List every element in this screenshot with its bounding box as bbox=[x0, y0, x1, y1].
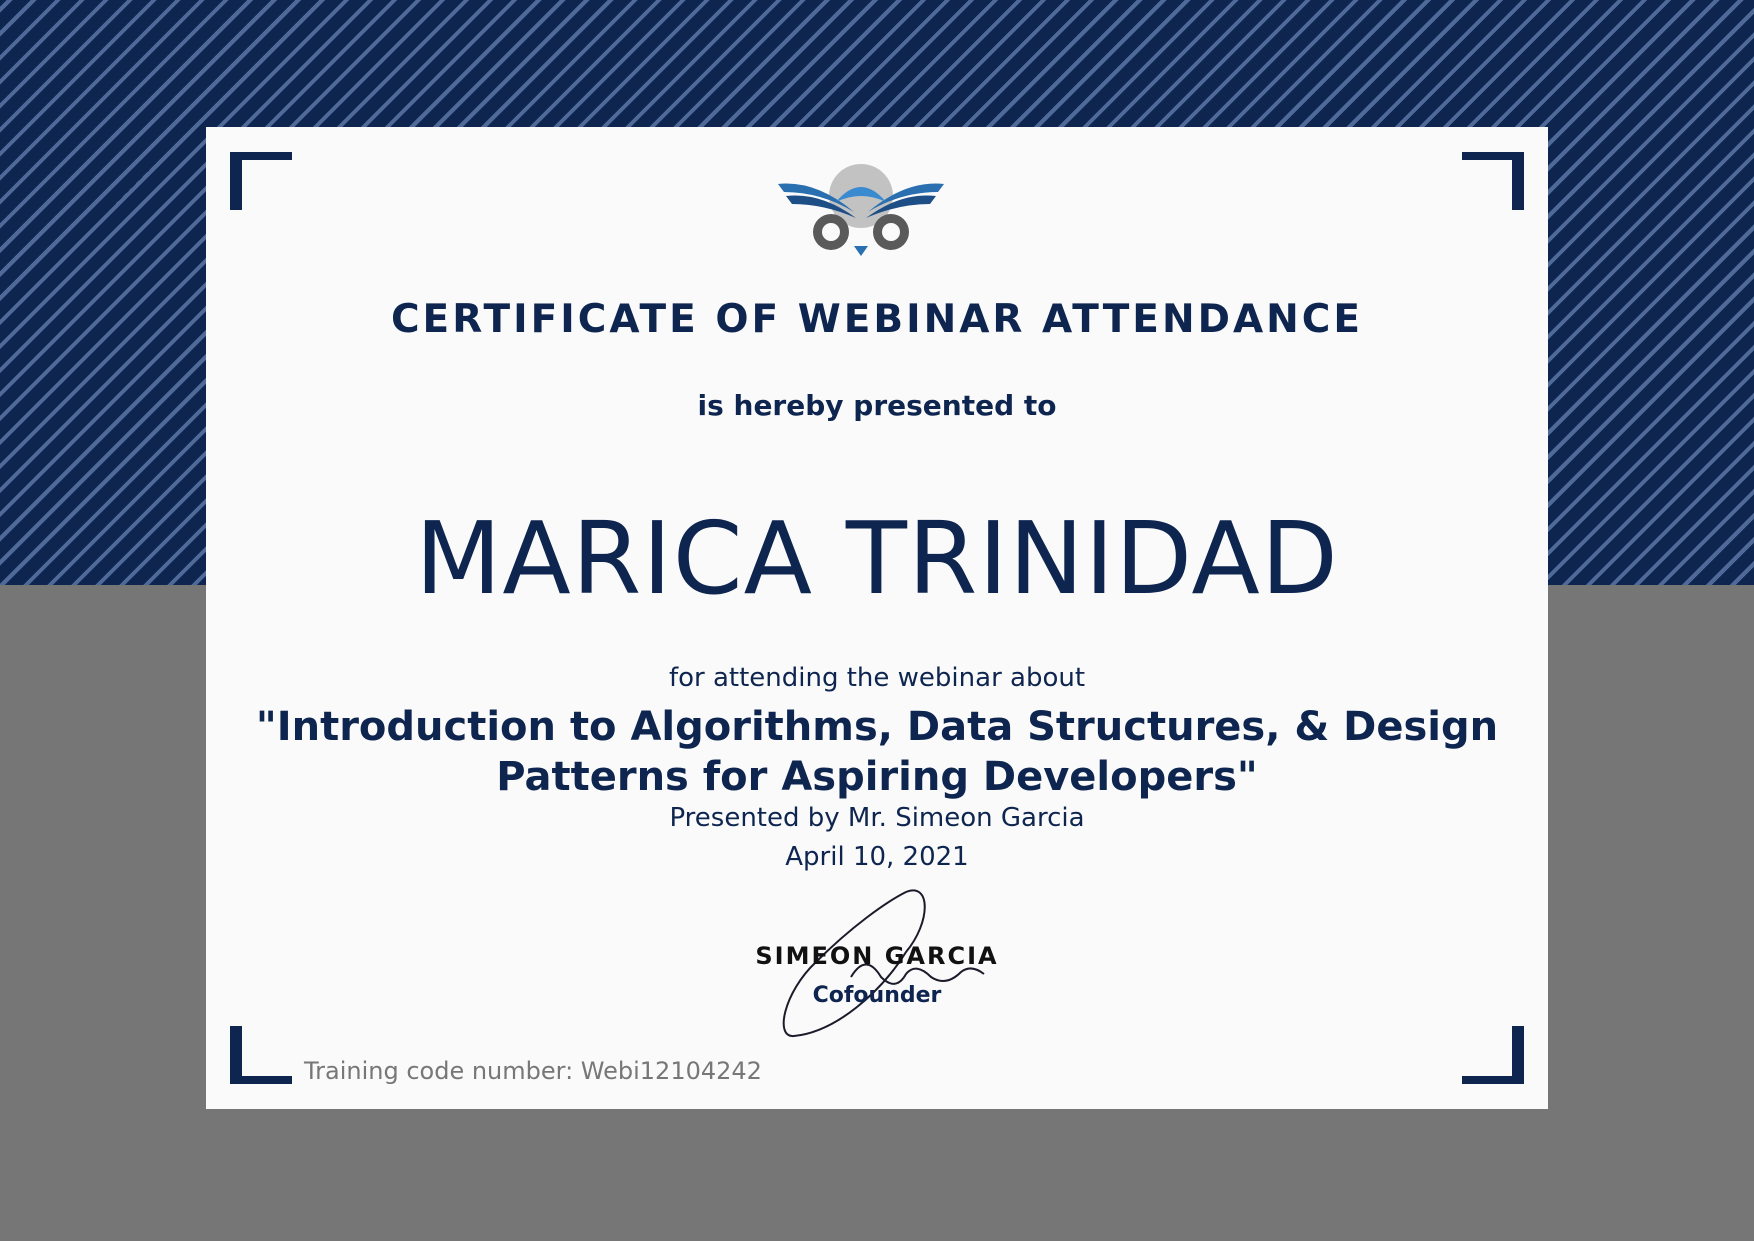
webinar-topic: "Introduction to Algorithms, Data Structures, & Design Patterns for Aspiring Developers" bbox=[255, 704, 1499, 800]
signer-role: Cofounder bbox=[812, 983, 942, 1008]
recipient-name: MARICA TRINIDAD bbox=[415, 500, 1339, 617]
corner-bracket-top-left bbox=[230, 152, 292, 210]
presented-to-text: is hereby presented to bbox=[697, 389, 1057, 422]
for-attending-text: for attending the webinar about bbox=[668, 663, 1086, 693]
corner-bracket-top-right bbox=[1462, 152, 1524, 210]
webinar-date: April 10, 2021 bbox=[785, 842, 969, 872]
presenter-text: Presented by Mr. Simeon Garcia bbox=[669, 803, 1085, 833]
certificate-card bbox=[206, 127, 1548, 1109]
training-code: Training code number: Webi12104242 bbox=[304, 1057, 762, 1085]
certificate-title: CERTIFICATE OF WEBINAR ATTENDANCE bbox=[390, 297, 1364, 342]
signer-name: SIMEON GARCIA bbox=[755, 942, 999, 970]
owl-logo-icon bbox=[776, 162, 946, 257]
corner-bracket-bottom-right bbox=[1462, 1026, 1524, 1084]
corner-bracket-bottom-left bbox=[230, 1026, 292, 1084]
